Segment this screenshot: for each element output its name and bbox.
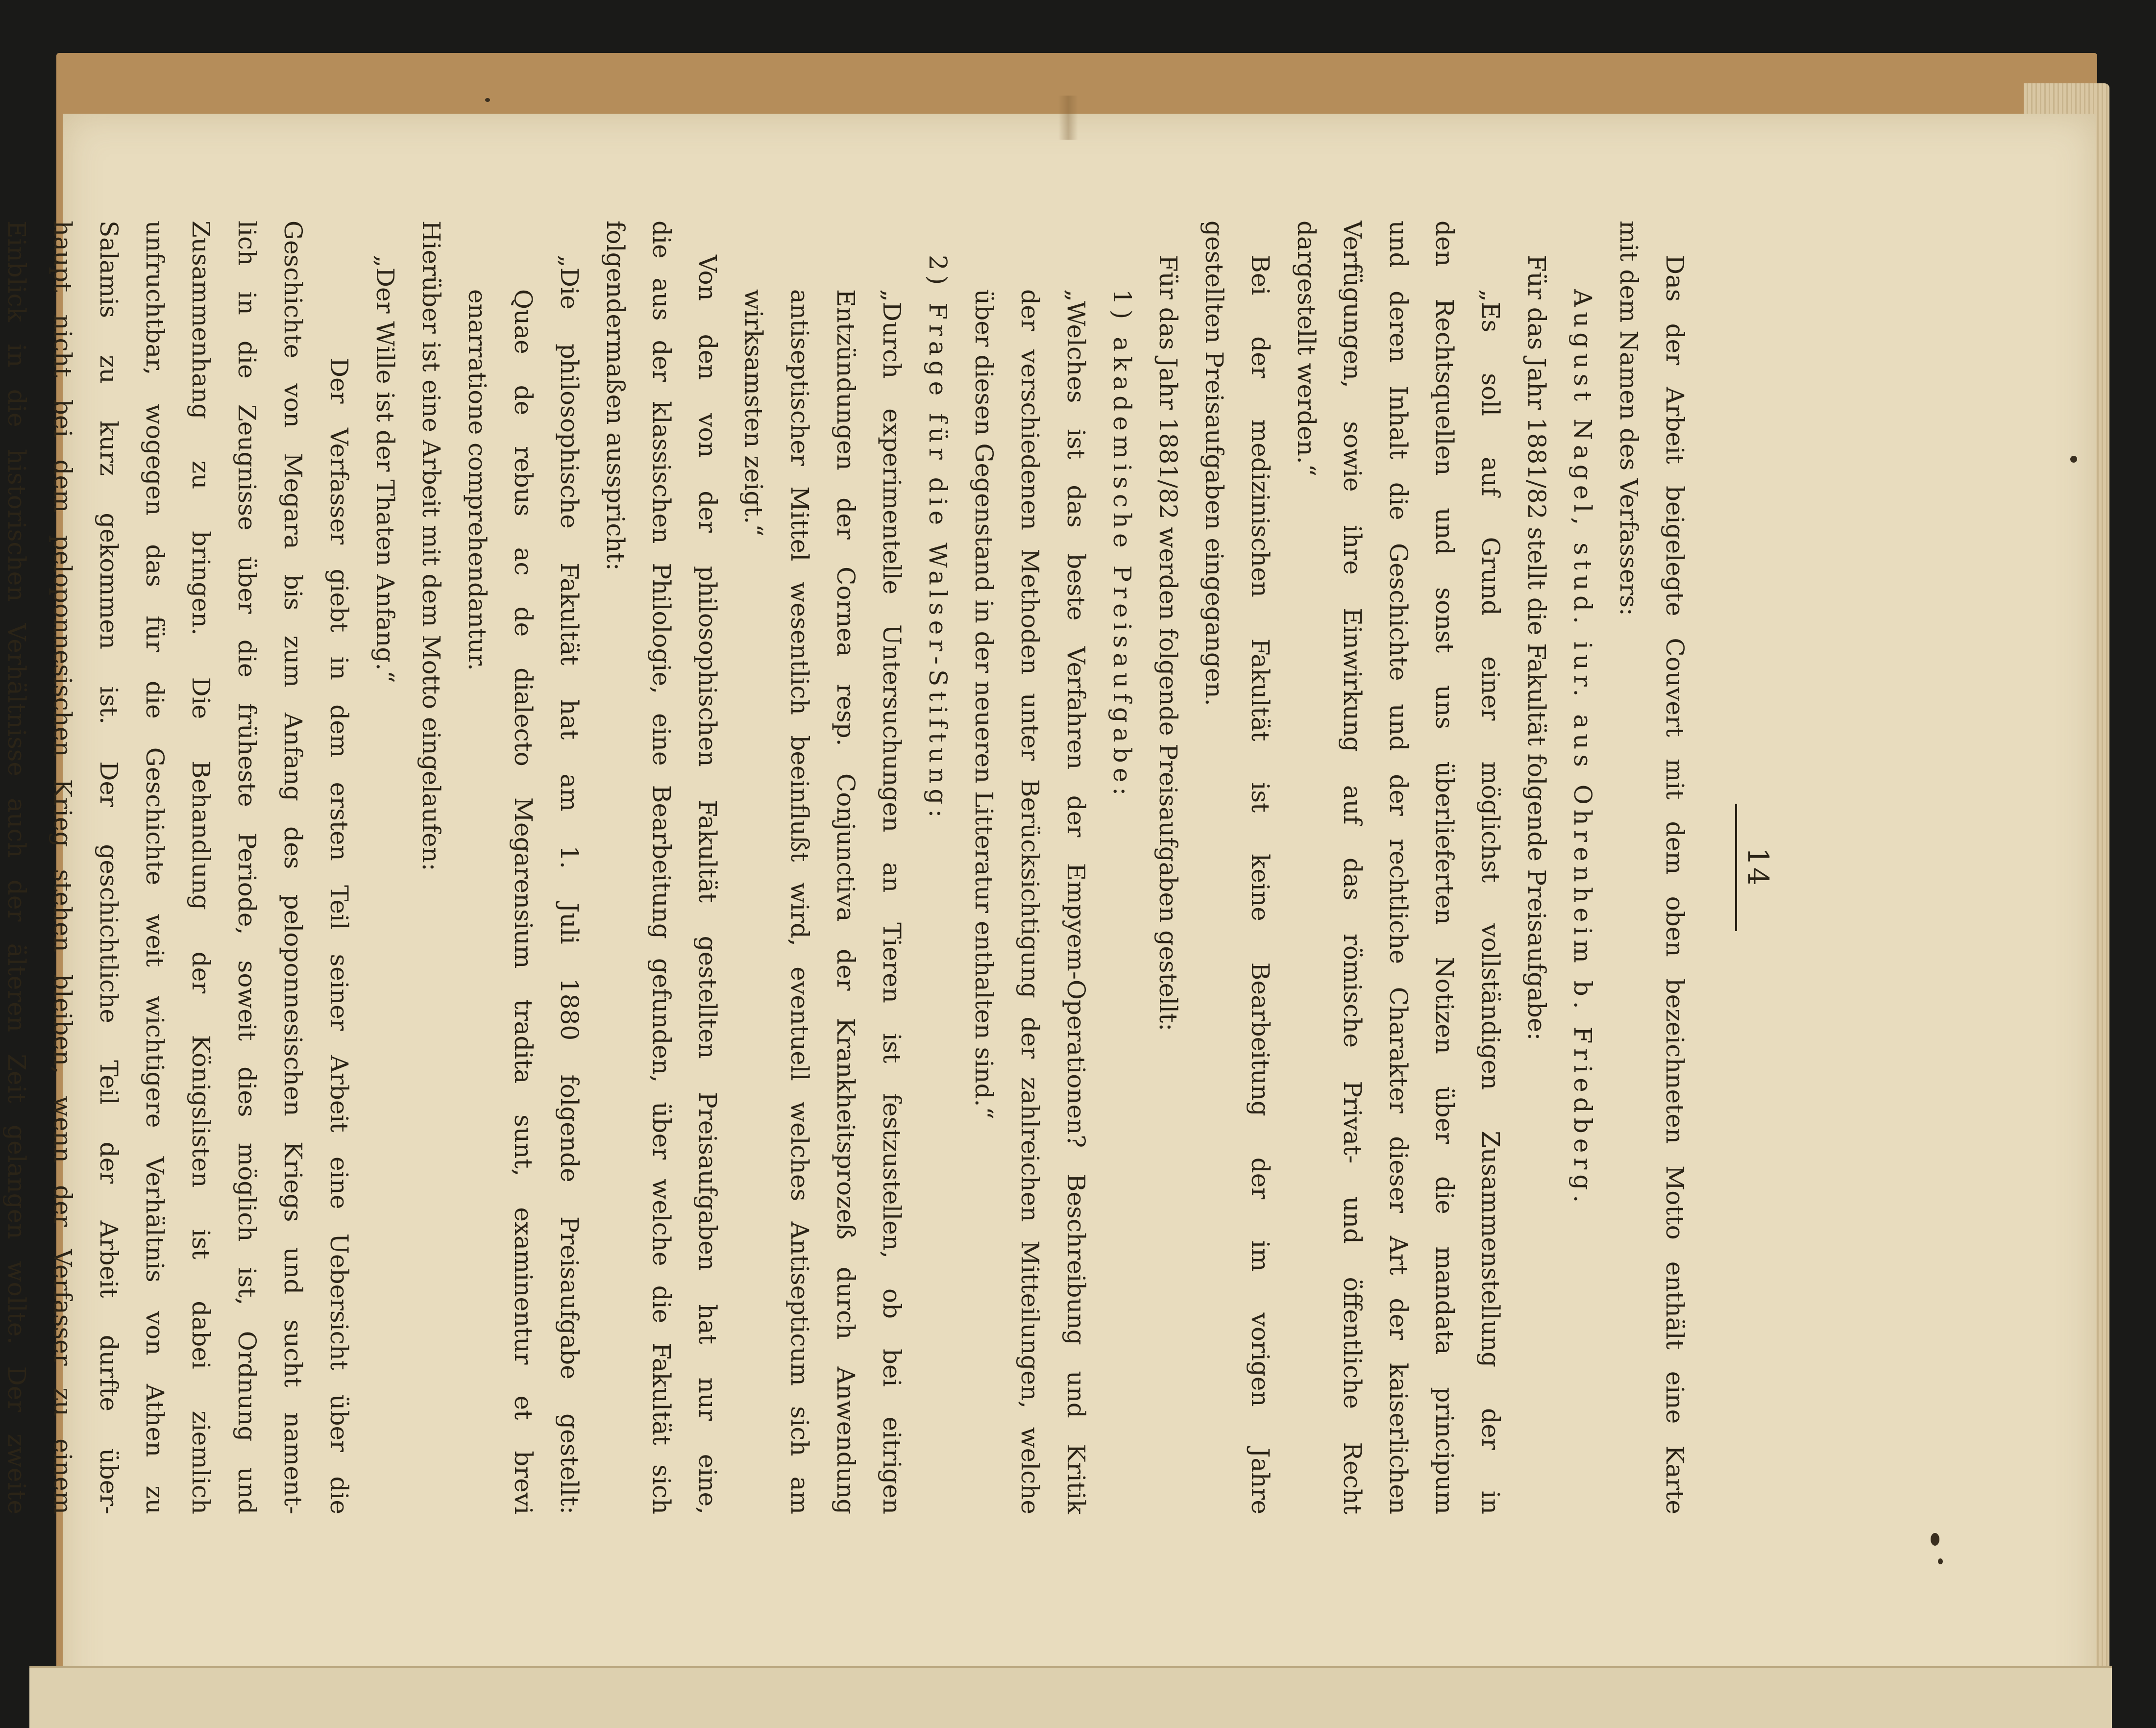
page-number: 14 xyxy=(1741,847,1775,888)
text-block xyxy=(2,221,1791,1514)
text-line: lich in die Zeugnisse über die früheste Periode, soweit dies möglich ist, Ordnung und xyxy=(233,221,261,1514)
text-line: 1) akademische Preisaufgabe: xyxy=(1108,289,1136,801)
text-line: Verfügungen, sowie ihre Einwirkung auf das römische Privat- und öffentliche Recht xyxy=(1338,221,1367,1514)
text-line: Einblick in die historischen Verhältnisse auch der älteren Zeit gelangen wollte. Der zweite xyxy=(2,221,31,1514)
text-line: Bei der medizinischen Fakultät ist keine Bearbeitung der im vorigen Jahre xyxy=(1246,255,1274,1514)
text-line: „Der Wille ist der Thaten Anfang.“ xyxy=(371,255,399,683)
text-line: wirksamsten zeigt.“ xyxy=(739,289,768,537)
text-line: und deren Inhalt die Geschichte und der rechtliche Charakter dieser Art der kaiserlichen xyxy=(1384,221,1413,1514)
text-line: Zusammenhang zu bringen. Die Behandlung der Königslisten ist dabei ziemlich xyxy=(187,221,215,1514)
text-line: gestellten Preisaufgaben eingegangen. xyxy=(1200,221,1228,706)
text-line: Quae de rebus ac de dialecto Megarensium tradita sunt, examinentur et brevi xyxy=(509,289,538,1514)
text-line: 2) Frage für die Walser-Stiftung: xyxy=(924,255,952,823)
text-line: Entzündungen der Cornea resp. Conjunctiva der Krankheitsprozeß durch Anwendung xyxy=(832,289,860,1514)
text-line: Von den von der philosophischen Fakultät gestellten Preisaufgaben hat nur eine, xyxy=(693,255,722,1514)
text-line: antiseptischer Mittel wesentlich beeinflußt wird, eventuell welches Antisepticum sich am xyxy=(785,289,814,1514)
text-line: Der Verfasser giebt in dem ersten Teil seiner Arbeit eine Uebersicht über die xyxy=(325,358,353,1514)
paper-speck xyxy=(1938,1558,1943,1564)
text-line: „Die philosophische Fakultät hat am 1. Juli 1880 folgende Preisaufgabe gestellt: xyxy=(555,255,584,1514)
text-line: den Rechtsquellen und sonst uns überlieferten Notizen über die mandata principum xyxy=(1430,221,1459,1514)
text-line: mit dem Namen des Verfassers: xyxy=(1615,221,1643,616)
text-line: folgendermaßen ausspricht: xyxy=(601,221,630,571)
page-header xyxy=(1703,221,1791,1514)
text-line: Geschichte von Megara bis zum Anfang des peloponnesischen Kriegs und sucht nament- xyxy=(279,221,307,1514)
lower-page-edge xyxy=(29,1666,2112,1728)
paper-speck xyxy=(485,98,490,102)
text-line: Hierüber ist eine Arbeit mit dem Motto eingelaufen: xyxy=(417,221,445,871)
text-line: „Durch experimentelle Untersuchungen an Tieren ist festzustellen, ob bei eitrigen xyxy=(878,289,906,1514)
body-text xyxy=(0,221,1698,1514)
text-line: „Welches ist das beste Verfahren der Empyem-Operationen? Beschreibung und Kritik xyxy=(1062,289,1090,1514)
text-line: Für das Jahr 1881/82 werden folgende Preisaufgaben gestellt: xyxy=(1154,255,1182,1032)
header-rule xyxy=(1735,804,1737,931)
text-line: die aus der klassischen Philologie, eine Bearbeitung gefunden, über welche die Fakultät sich xyxy=(647,221,676,1514)
text-line: August Nagel, stud. iur. aus Ohrenheim b. Friedberg. xyxy=(1568,289,1597,1208)
paper-speck xyxy=(2070,456,2077,463)
text-line: „Es soll auf Grund einer möglichst vollständigen Zusammenstellung der in xyxy=(1476,289,1505,1514)
text-line: Das der Arbeit beigelegte Couvert mit dem oben bezeichneten Motto enthält eine Karte xyxy=(1661,255,1689,1514)
text-line: Für das Jahr 1881/82 stellt die Fakultät folgende Preisaufgabe: xyxy=(1522,255,1551,1041)
text-line: dargestellt werden.“ xyxy=(1292,221,1321,477)
text-line: unfruchtbar, wogegen das für die Geschichte weit wichtigere Verhältnis von Athen zu xyxy=(141,221,169,1514)
text-line: Salamis zu kurz gekommen ist. Der geschichtliche Teil der Arbeit durfte über- xyxy=(95,221,123,1514)
text-line: der verschiedenen Methoden unter Berücksichtigung der zahlreichen Mitteilungen, welche xyxy=(1016,289,1044,1514)
text-line: enarratione comprehendantur. xyxy=(463,289,491,671)
paper-speck xyxy=(1931,1533,1939,1546)
text-line: haupt nicht bei dem peloponnesischen Krieg stehen bleiben, wenn der Verfasser zu einem xyxy=(49,221,77,1514)
text-line: über diesen Gegenstand in der neueren Litteratur enthalten sind.“ xyxy=(970,289,998,1119)
gutter-fold xyxy=(1058,96,1078,140)
